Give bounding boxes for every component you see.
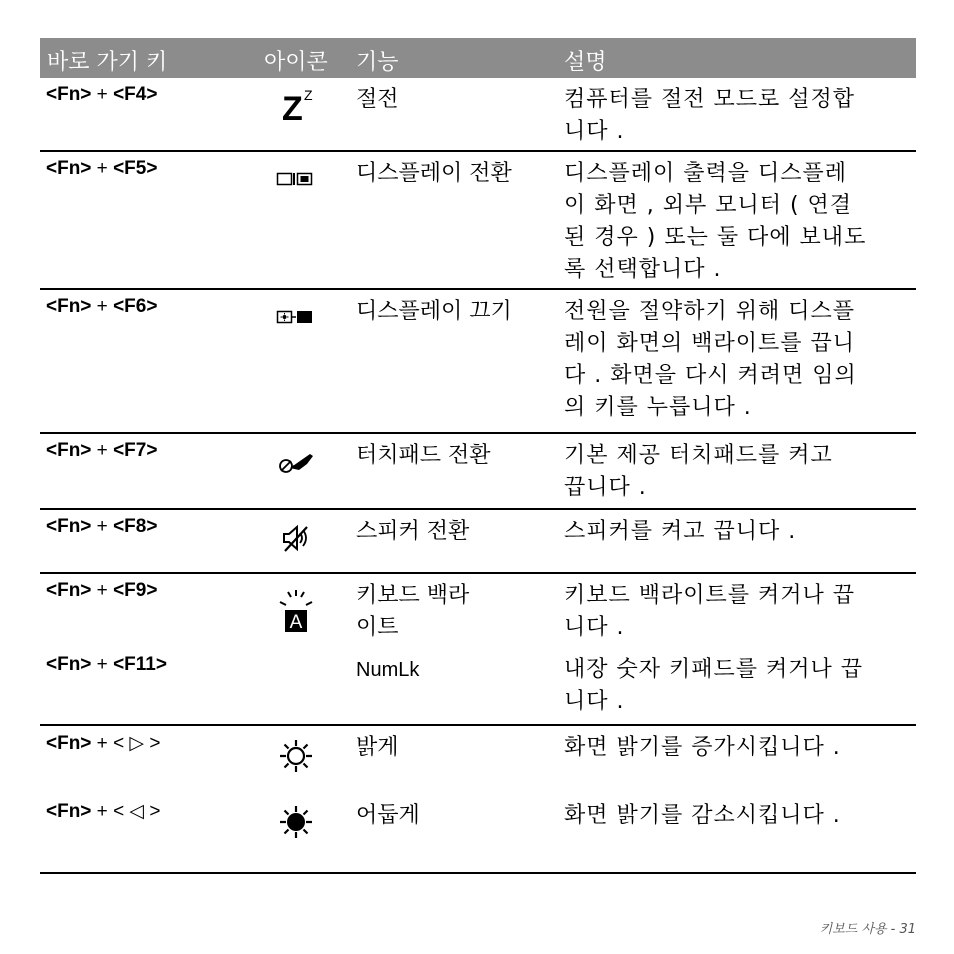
- description: 전원을 절약하기 위해 디스플 레이 화면의 백라이트를 끕니 다 . 화면을 다시 켜려면 임의 의 키를 누릅니다 .: [564, 299, 857, 420]
- description: 기본 제공 터치패드를 켜고 끕니다 .: [564, 443, 833, 500]
- header-shortcut: 바로 가기 키: [47, 50, 168, 75]
- page-footer: 키보드 사용 - 31: [819, 922, 916, 937]
- function-label: 어둡게: [356, 803, 420, 828]
- function-label: NumLk: [356, 659, 420, 681]
- function-label: 스피커 전환: [356, 519, 470, 544]
- shortcut-table: [40, 38, 916, 874]
- table-row: [40, 152, 916, 290]
- touchpad-toggle-icon: [266, 446, 326, 476]
- description: 디스플레이 출력을 디스플레 이 화면 , 외부 모니터 ( 연결 된 경우 ) 또는 둘 다에 보내도 록 선택합니다 .: [564, 161, 867, 282]
- speaker-mute-icon: [266, 524, 326, 554]
- function-label: 디스플레이 끄기: [356, 299, 512, 324]
- function-label: 터치패드 전환: [356, 443, 491, 468]
- shortcut-key: <Fn> + <F6>: [46, 296, 158, 317]
- function-label: 키보드 백라 이트: [356, 583, 470, 640]
- table-row: [40, 510, 916, 574]
- description: 컴퓨터를 절전 모드로 설정합 니다 .: [564, 87, 856, 144]
- function-label: 디스플레이 전환: [356, 161, 512, 186]
- description: 화면 밝기를 증가시킵니다 .: [564, 735, 841, 760]
- svg-text:Z: Z: [282, 90, 303, 124]
- header-function: 기능: [356, 50, 399, 75]
- table-row: [40, 290, 916, 434]
- shortcut-key: <Fn> + <F5>: [46, 158, 158, 179]
- sleep-z-icon: [266, 84, 326, 124]
- table-row: [40, 78, 916, 152]
- svg-text:Z: Z: [304, 87, 313, 103]
- description: 스피커를 켜고 끕니다 .: [564, 519, 797, 544]
- keyboard-backlight-icon: [266, 580, 326, 636]
- shortcut-key: <Fn> + <F4>: [46, 84, 158, 105]
- function-label: 절전: [356, 87, 399, 112]
- description: 화면 밝기를 감소시킵니다 .: [564, 803, 841, 828]
- function-label: 밝게: [356, 735, 399, 760]
- table-row: [40, 574, 916, 648]
- table-row: [40, 434, 916, 510]
- table-row: [40, 726, 916, 794]
- table-header: [40, 38, 916, 78]
- display-off-icon: [266, 310, 326, 324]
- shortcut-key: <Fn> + <F11>: [46, 654, 167, 675]
- description: 내장 숫자 키패드를 켜거나 끕 니다 .: [564, 657, 863, 714]
- backlight-key-letter: A: [289, 612, 303, 633]
- display-toggle-icon: [266, 172, 326, 186]
- shortcut-key: <Fn> + < ◁ >: [46, 801, 161, 822]
- table-row: [40, 794, 916, 874]
- shortcut-key: <Fn> + <F9>: [46, 580, 158, 601]
- shortcut-key: <Fn> + < ▷ >: [46, 733, 161, 754]
- header-icon: 아이콘: [264, 50, 328, 75]
- shortcut-key: <Fn> + <F7>: [46, 440, 158, 461]
- shortcut-key: <Fn> + <F8>: [46, 516, 158, 537]
- table-row: [40, 648, 916, 726]
- description: 키보드 백라이트를 켜거나 끕 니다 .: [564, 583, 856, 640]
- brightness-down-icon: [266, 804, 326, 840]
- header-description: 설명: [564, 50, 607, 75]
- brightness-up-icon: [266, 738, 326, 774]
